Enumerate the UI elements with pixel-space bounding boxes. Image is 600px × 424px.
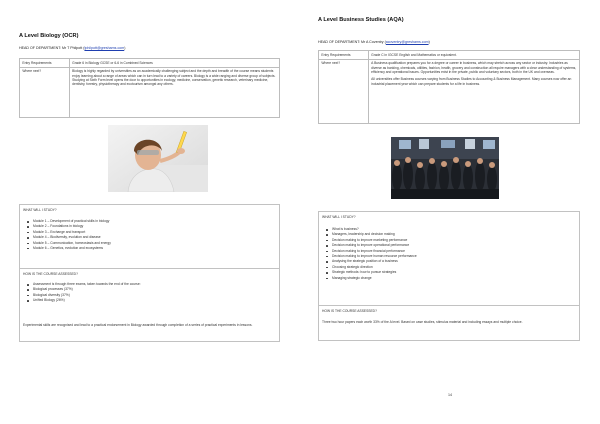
biology-photo <box>108 125 208 192</box>
list-item: Biological processes (37%) <box>24 287 141 292</box>
list-item: Managing strategic change <box>323 276 417 281</box>
hod-name: Mr T Philpott ( <box>62 46 85 50</box>
where-next-paragraph-1: A Business qualification prepares you for a degree or career in business, which may stretch across any sector or industry. Industries as diverse as banking, chemicals, utilities, fashion, health, grocery and construction all require managers with a clear understanding of systems, efficiency and operational issues. Opportunities exist in the private, public and voluntary sectors, both in the UK and overseas. <box>371 61 577 74</box>
page-number: 14 <box>448 393 452 397</box>
head-of-department <box>318 40 430 44</box>
hod-email-link[interactable]: tphilpott@greshams.com <box>84 46 125 50</box>
hod-close: ) <box>124 46 126 50</box>
assessment-note: Three two hour papers each worth 33% of the A level. Based on case studies, stimulus material and including essays and multiple choice. <box>322 320 523 324</box>
list-item: Decision making to improve marketing performance <box>323 238 417 243</box>
assessment-list <box>24 282 141 304</box>
list-item: Choosing strategic direction <box>323 265 417 270</box>
assessment-heading: HOW IS THE COURSE ASSESSED? <box>23 272 78 276</box>
where-next-label: Where next? <box>20 67 70 117</box>
requirements-table <box>318 50 580 124</box>
section-divider <box>20 268 279 269</box>
page-title: A Level Biology (OCR) <box>19 33 79 39</box>
entry-requirements-label: Entry Requirements <box>20 59 70 68</box>
right-page <box>300 0 600 424</box>
list-item: Strategic methods: how to pursue strategies <box>323 270 417 275</box>
list-item: Decision making to improve human resource performance <box>323 254 417 259</box>
study-heading: WHAT WILL I STUDY? <box>322 215 356 219</box>
table-row <box>20 59 280 68</box>
list-item: What is business? <box>323 227 417 232</box>
list-item: Module 6 – Genetics, evolution and ecosystems <box>24 246 111 251</box>
list-item: Module 4 – Biodiversity, evolution and disease <box>24 235 111 240</box>
student-with-test-tube-image <box>108 125 208 192</box>
hod-close: ) <box>428 40 430 44</box>
table-row <box>319 59 580 123</box>
list-item: Biological diversity (37%) <box>24 293 141 298</box>
where-next-value: Biology is highly regarded by universities as an academically challenging subject and the depth and breadth of the course means students enjoy learning about a range of areas which can in turn lead to a variety of careers. Biology is a wide ranging and diverse group of subjects. Studying at Sixth Form level opens the door to opportunities in ecology, medicine, conservation, genetic research, veterinary medicine, dentistry, forestry, physiotherapy and ecotourism amongst any others. <box>69 67 279 117</box>
hod-email-link[interactable]: acoventry@greshams.com <box>385 40 429 44</box>
list-item: Module 2 – Foundations in biology <box>24 224 111 229</box>
assessment-note: Experimental skills are recognised and lead to a practical endorsement in Biology awarded through completion of a series of practical experiments in lessons. <box>23 323 253 327</box>
course-details-box <box>318 211 580 341</box>
section-divider <box>319 305 579 306</box>
page-title: A Level Business Studies (AQA) <box>318 17 404 23</box>
study-list <box>24 219 111 251</box>
where-next-label: Where next? <box>319 59 369 123</box>
entry-requirements-value: Grade 6 in Biology GCSE or 6-6 in Combined Sciences <box>69 59 279 68</box>
study-list <box>323 227 417 281</box>
list-item: Analysing the strategic position of a business <box>323 259 417 264</box>
course-details-box <box>19 204 280 342</box>
business-photo <box>391 137 499 199</box>
entry-requirements-label: Entry Requirements <box>319 51 369 60</box>
study-heading: WHAT WILL I STUDY? <box>23 208 57 212</box>
list-item: Decision making to improve operational performance <box>323 243 417 248</box>
business-event-crowd-image <box>391 137 499 199</box>
list-item: Unified Biology (26%) <box>24 298 141 303</box>
list-item: Assessment is through three exams, taken towards the end of the course: <box>24 282 141 287</box>
list-item: Module 3 – Exchange and transport <box>24 230 111 235</box>
assessment-heading: HOW IS THE COURSE ASSESSED? <box>322 309 377 313</box>
where-next-value <box>368 59 579 123</box>
list-item: Module 1 – Development of practical skills in biology <box>24 219 111 224</box>
hod-label: HEAD OF DEPARTMENT: <box>19 46 61 50</box>
list-item: Managers, leadership and decision making <box>323 232 417 237</box>
hod-name: Mr A Coventry ( <box>361 40 386 44</box>
list-item: Decision making to improve financial performance <box>323 249 417 254</box>
entry-requirements-value: Grade C in IGCSE English and Mathematics or equivalent. <box>368 51 579 60</box>
requirements-table <box>19 58 280 118</box>
table-row <box>20 67 280 117</box>
head-of-department <box>19 46 125 50</box>
hod-label: HEAD OF DEPARTMENT: <box>318 40 360 44</box>
list-item: Module 5 – Communication, homeostasis and energy <box>24 241 111 246</box>
where-next-paragraph-2: All universities offer Business courses varying from Business Studies to Accounting & Business Management. Many courses now offer an industrial placement year which can prepare students for a life in business. <box>371 77 572 86</box>
table-row <box>319 51 580 60</box>
